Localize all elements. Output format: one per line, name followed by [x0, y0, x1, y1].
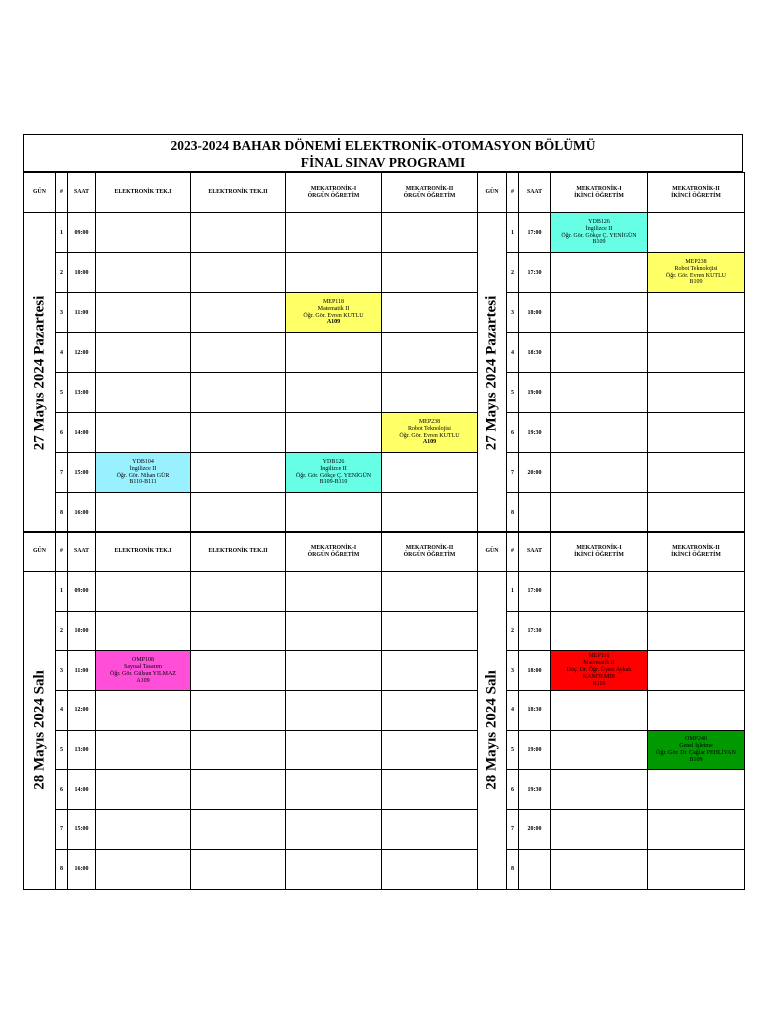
header-saat-right: SAAT [519, 532, 551, 572]
slot-number: 7 [56, 810, 68, 850]
cell-empty [96, 810, 191, 850]
cell-empty [551, 611, 648, 651]
cell-empty [96, 213, 191, 253]
cell-empty [96, 770, 191, 810]
cell-empty [648, 213, 745, 253]
cell-empty [191, 691, 286, 731]
cell-empty [191, 770, 286, 810]
slot-time: 18:00 [519, 293, 551, 333]
cell-empty [286, 413, 382, 453]
slot-number: 7 [507, 453, 519, 493]
table-row [24, 651, 745, 691]
table-row [24, 413, 745, 453]
cell-empty [96, 611, 191, 651]
cell-empty [191, 293, 286, 333]
header-saat-right: SAAT [519, 173, 551, 213]
slot-number: 6 [56, 413, 68, 453]
slot-number: 4 [507, 691, 519, 731]
slot-time: 15:00 [68, 453, 96, 493]
cell-empty [191, 493, 286, 533]
cell-empty [648, 691, 745, 731]
cell-empty [648, 572, 745, 612]
slot-number: 7 [56, 453, 68, 493]
slot-time [519, 849, 551, 889]
header-mekatronik-1-orgun: MEKATRONİK-I ÖRGÜN ÖĞRETİM [286, 173, 382, 213]
cell-empty [551, 770, 648, 810]
header-elektronik-2: ELEKTRONİK TEK.II [191, 532, 286, 572]
header-saat: SAAT [68, 532, 96, 572]
slot-time: 15:00 [68, 810, 96, 850]
slot-number: 7 [507, 810, 519, 850]
slot-number: 2 [507, 253, 519, 293]
slot-time: 13:00 [68, 373, 96, 413]
slot-number: 1 [56, 213, 68, 253]
cell-empty [551, 849, 648, 889]
day-label: 28 Mayıs 2024 Salı [31, 670, 47, 791]
exam-cell: MEP118 Matematik II Doç. Dr. Öğr. Üyesi Aykan KANDEMİR B110 [551, 651, 648, 691]
cell-empty [96, 293, 191, 333]
header-num: # [56, 173, 68, 213]
header-saat: SAAT [68, 173, 96, 213]
table-row [24, 333, 745, 373]
cell-empty [96, 253, 191, 293]
table-row [24, 373, 745, 413]
cell-empty [551, 453, 648, 493]
slot-time: 09:00 [68, 213, 96, 253]
slot-number: 1 [507, 572, 519, 612]
slot-time: 18:30 [519, 691, 551, 731]
cell-empty [191, 611, 286, 651]
cell-empty [191, 253, 286, 293]
cell-empty [382, 691, 478, 731]
slot-time: 19:30 [519, 770, 551, 810]
cell-empty [382, 213, 478, 253]
slot-number: 6 [56, 770, 68, 810]
cell-empty [191, 373, 286, 413]
cell-empty [551, 293, 648, 333]
cell-empty [382, 572, 478, 612]
slot-number: 8 [56, 493, 68, 533]
slot-number: 2 [56, 611, 68, 651]
slot-number: 3 [507, 293, 519, 333]
table-row [24, 810, 745, 850]
cell-empty [191, 651, 286, 691]
exam-cell: MEP238 Robot Teknolojisi Öğr. Gör. Evren KUTLU B109 [648, 253, 745, 293]
cell-empty [382, 849, 478, 889]
header-elektronik-2: ELEKTRONİK TEK.II [191, 173, 286, 213]
cell-empty [286, 333, 382, 373]
table-row [24, 572, 745, 612]
slot-number: 2 [507, 611, 519, 651]
cell-empty [96, 333, 191, 373]
cell-empty [648, 651, 745, 691]
table-row [24, 493, 745, 533]
cell-empty [382, 373, 478, 413]
cell-empty [382, 293, 478, 333]
slot-time: 18:00 [519, 651, 551, 691]
header-num-right: # [507, 532, 519, 572]
slot-number: 1 [507, 213, 519, 253]
header-mekatronik-1-orgun: MEKATRONİK-I ÖRGÜN ÖĞRETİM [286, 532, 382, 572]
cell-empty [191, 849, 286, 889]
header-mekatronik-1-ikinci: MEKATRONİK-I İKİNCİ ÖĞRETİM [551, 173, 648, 213]
exam-cell: OMP240 Genel İşletme Öğr. Gör. Dr. Çağlar PEHLİVAN B109 [648, 730, 745, 770]
slot-time: 19:00 [519, 373, 551, 413]
slot-time: 12:00 [68, 691, 96, 731]
cell-empty [382, 651, 478, 691]
slot-time: 20:00 [519, 453, 551, 493]
slot-time: 14:00 [68, 770, 96, 810]
day-cell-right [478, 572, 507, 890]
cell-empty [191, 333, 286, 373]
day-cell-left [24, 213, 56, 533]
slot-time: 12:00 [68, 333, 96, 373]
title-line-2: FİNAL SINAV PROGRAMI [300, 155, 466, 170]
schedule-table-day1 [23, 172, 745, 533]
schedule-title [23, 134, 743, 172]
table-row [24, 453, 745, 493]
cell-empty [191, 213, 286, 253]
cell-empty [286, 691, 382, 731]
cell-empty [286, 253, 382, 293]
day-label: 28 Mayıs 2024 Salı [483, 670, 500, 791]
slot-number: 6 [507, 770, 519, 810]
header-gun: GÜN [24, 173, 56, 213]
cell-empty [96, 849, 191, 889]
cell-empty [551, 810, 648, 850]
cell-empty [286, 373, 382, 413]
title-line-1: 2023-2024 BAHAR DÖNEMİ ELEKTRONİK-OTOMASYON BÖLÜMÜ [170, 138, 596, 153]
cell-empty [648, 333, 745, 373]
slot-time: 14:00 [68, 413, 96, 453]
slot-number: 6 [507, 413, 519, 453]
slot-number: 3 [56, 293, 68, 333]
cell-empty [382, 253, 478, 293]
day-cell-left [24, 572, 56, 890]
cell-empty [648, 493, 745, 533]
cell-empty [648, 810, 745, 850]
header-gun-right: GÜN [478, 173, 507, 213]
cell-empty [551, 373, 648, 413]
cell-empty [286, 810, 382, 850]
cell-empty [286, 651, 382, 691]
slot-number: 4 [507, 333, 519, 373]
cell-empty [96, 413, 191, 453]
cell-empty [286, 493, 382, 533]
schedule-table-day2 [23, 531, 745, 890]
cell-empty [382, 611, 478, 651]
slot-time: 17:00 [519, 572, 551, 612]
table-row [24, 730, 745, 770]
table-row [24, 770, 745, 810]
cell-empty [286, 213, 382, 253]
slot-number: 4 [56, 333, 68, 373]
exam-cell: YDB104 İngilizce II Öğr. Gör. Nihan GÜR B110-B111 [96, 453, 191, 493]
cell-empty [191, 572, 286, 612]
cell-empty [286, 572, 382, 612]
day-label: 27 Mayıs 2024 Pazartesi [31, 295, 47, 450]
cell-empty [191, 730, 286, 770]
slot-time: 11:00 [68, 293, 96, 333]
cell-empty [191, 413, 286, 453]
slot-number: 2 [56, 253, 68, 293]
slot-time: 17:30 [519, 611, 551, 651]
cell-empty [551, 730, 648, 770]
cell-empty [382, 493, 478, 533]
cell-empty [286, 611, 382, 651]
cell-empty [382, 333, 478, 373]
slot-time: 17:30 [519, 253, 551, 293]
slot-time: 13:00 [68, 730, 96, 770]
slot-number: 8 [507, 849, 519, 889]
cell-empty [382, 730, 478, 770]
header-row [24, 532, 745, 572]
table-row [24, 849, 745, 889]
slot-number: 5 [507, 373, 519, 413]
slot-time: 19:30 [519, 413, 551, 453]
cell-empty [96, 572, 191, 612]
slot-number: 5 [507, 730, 519, 770]
cell-empty [648, 849, 745, 889]
slot-time: 10:00 [68, 611, 96, 651]
cell-empty [648, 373, 745, 413]
slot-time: 10:00 [68, 253, 96, 293]
exam-cell: YDB126 İngilizce II Öğr. Gör. Gökçe Ç. YENİGÜN B109 [551, 213, 648, 253]
slot-number: 1 [56, 572, 68, 612]
cell-empty [382, 770, 478, 810]
cell-empty [551, 253, 648, 293]
header-elektronik-1: ELEKTRONİK TEK.I [96, 532, 191, 572]
slot-number: 8 [56, 849, 68, 889]
header-elektronik-1: ELEKTRONİK TEK.I [96, 173, 191, 213]
slot-time: 18:30 [519, 333, 551, 373]
cell-empty [551, 333, 648, 373]
cell-empty [96, 373, 191, 413]
cell-empty [286, 849, 382, 889]
table-row [24, 611, 745, 651]
slot-time: 19:00 [519, 730, 551, 770]
header-gun: GÜN [24, 532, 56, 572]
cell-empty [96, 493, 191, 533]
cell-empty [648, 770, 745, 810]
exam-cell: YDB126 İngilizce II Öğr. Gör. Gökçe Ç. YENİGÜN B109-B110 [286, 453, 382, 493]
header-num-right: # [507, 173, 519, 213]
slot-number: 8 [507, 493, 519, 533]
exam-cell: OMP108 Sayısal Tasarım Öğr. Gör. Gülsun YILMAZ A109 [96, 651, 191, 691]
cell-empty [551, 572, 648, 612]
table-row [24, 253, 745, 293]
cell-empty [551, 413, 648, 453]
exam-cell: MEP238 Robot Teknolojisi Öğr. Gör. Evren KUTLU A109 [382, 413, 478, 453]
slot-time: 16:00 [68, 849, 96, 889]
slot-time: 11:00 [68, 651, 96, 691]
slot-time: 17:00 [519, 213, 551, 253]
slot-time: 16:00 [68, 493, 96, 533]
slot-time [519, 493, 551, 533]
cell-empty [286, 770, 382, 810]
header-mekatronik-2-orgun: MEKATRONİK-II ÖRGÜN ÖĞRETİM [382, 532, 478, 572]
slot-number: 5 [56, 373, 68, 413]
slot-time: 09:00 [68, 572, 96, 612]
cell-empty [648, 611, 745, 651]
slot-time: 20:00 [519, 810, 551, 850]
cell-empty [648, 453, 745, 493]
exam-cell: MEP118 Matematik II Öğr. Gör. Evren KUTLU A109 [286, 293, 382, 333]
table-row [24, 293, 745, 333]
day-cell-right [478, 213, 507, 533]
cell-empty [286, 730, 382, 770]
table-row [24, 691, 745, 731]
table-row [24, 213, 745, 253]
cell-empty [551, 493, 648, 533]
slot-number: 3 [507, 651, 519, 691]
header-mekatronik-2-ikinci: MEKATRONİK-II İKİNCİ ÖĞRETİM [648, 173, 745, 213]
cell-empty [96, 730, 191, 770]
cell-empty [191, 810, 286, 850]
header-num: # [56, 532, 68, 572]
slot-number: 4 [56, 691, 68, 731]
day-label: 27 Mayıs 2024 Pazartesi [483, 295, 500, 450]
header-mekatronik-2-ikinci: MEKATRONİK-II İKİNCİ ÖĞRETİM [648, 532, 745, 572]
slot-number: 5 [56, 730, 68, 770]
cell-empty [648, 413, 745, 453]
cell-empty [551, 691, 648, 731]
header-gun-right: GÜN [478, 532, 507, 572]
header-mekatronik-1-ikinci: MEKATRONİK-I İKİNCİ ÖĞRETİM [551, 532, 648, 572]
cell-empty [382, 453, 478, 493]
cell-empty [382, 810, 478, 850]
cell-empty [96, 691, 191, 731]
header-row [24, 173, 745, 213]
slot-number: 3 [56, 651, 68, 691]
header-mekatronik-2-orgun: MEKATRONİK-II ÖRGÜN ÖĞRETİM [382, 173, 478, 213]
cell-empty [191, 453, 286, 493]
cell-empty [648, 293, 745, 333]
